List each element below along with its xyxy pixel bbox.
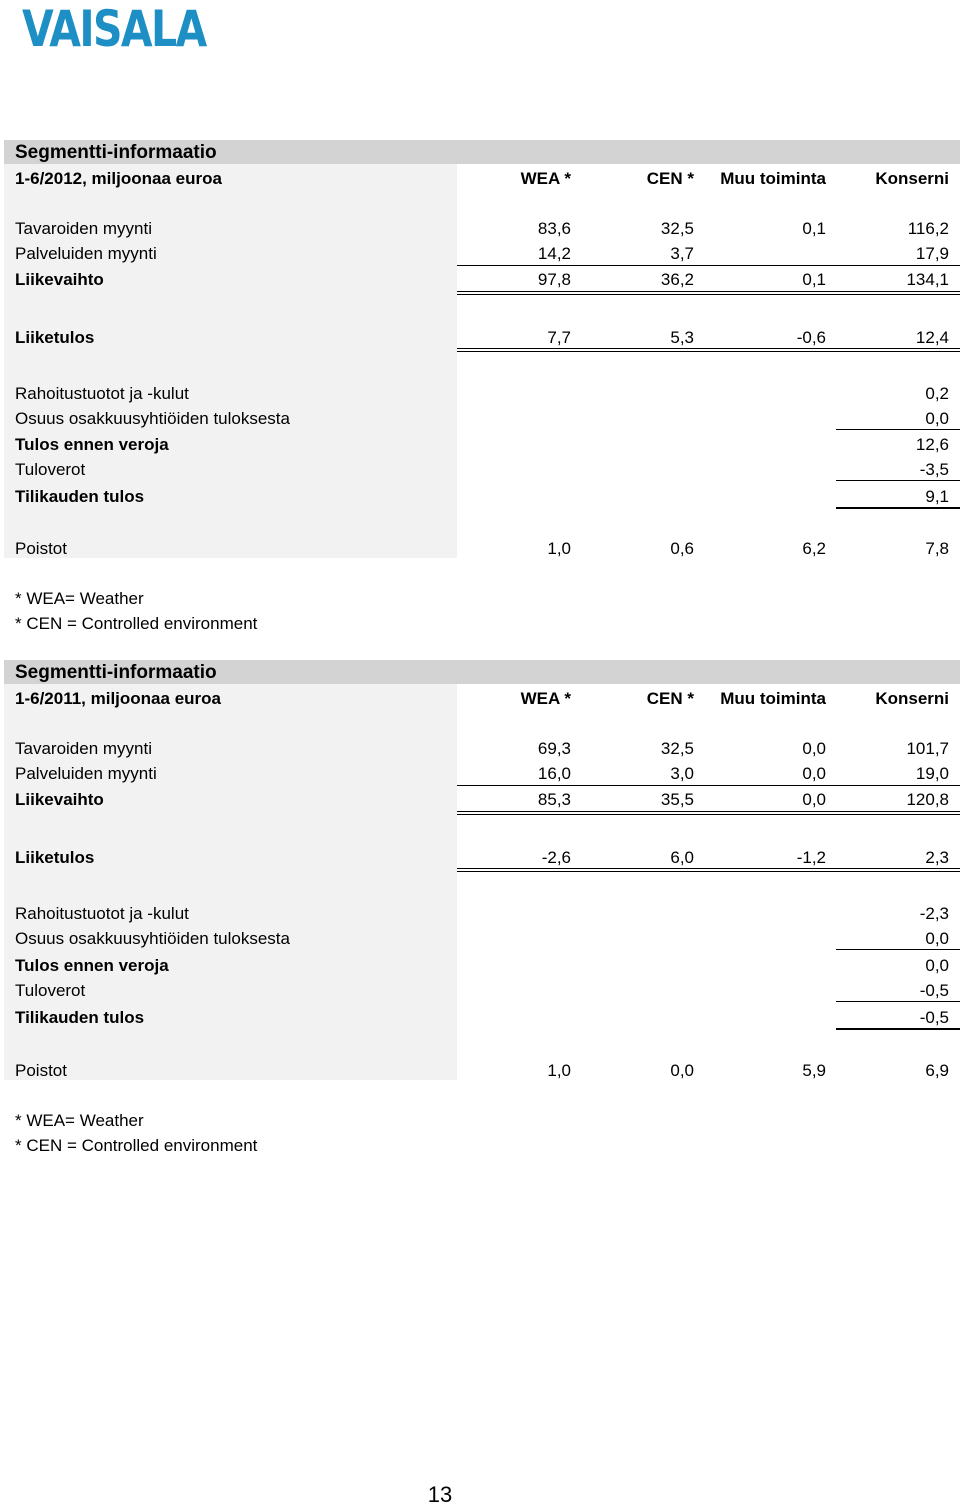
cell-other: 0,0 xyxy=(802,739,826,758)
row-label: Tulos ennen veroja xyxy=(15,956,169,975)
cell-group: 2,3 xyxy=(925,848,949,867)
cell-wea: 14,2 xyxy=(537,244,571,263)
cell-group: 0,0 xyxy=(925,956,949,975)
col-header-cen: CEN * xyxy=(646,689,694,708)
cell-group: 7,8 xyxy=(925,539,949,558)
cell-other: -1,2 xyxy=(796,848,826,867)
table-row xyxy=(4,457,960,482)
table-row xyxy=(4,978,960,1003)
cell-cen: 32,5 xyxy=(660,219,694,238)
cell-group: 0,0 xyxy=(925,929,949,948)
table-row xyxy=(4,216,960,241)
total-rule xyxy=(836,507,960,509)
cell-other: 0,0 xyxy=(802,790,826,809)
footnote: * WEA= Weather xyxy=(15,589,144,608)
row-label: Rahoitustuotot ja -kulut xyxy=(15,384,189,403)
cell-wea: 69,3 xyxy=(537,739,571,758)
table-row-total xyxy=(4,1005,960,1030)
table-row xyxy=(4,736,960,761)
cell-other: -0,6 xyxy=(796,328,826,347)
col-header-other: Muu toiminta xyxy=(720,689,826,708)
total-double-rule xyxy=(457,811,960,815)
row-label: Tulos ennen veroja xyxy=(15,435,169,454)
row-label: Rahoitustuotot ja -kulut xyxy=(15,904,189,923)
cell-group: 0,2 xyxy=(925,384,949,403)
total-double-rule xyxy=(457,868,960,872)
col-header-cen: CEN * xyxy=(646,169,694,188)
table-row xyxy=(4,381,960,406)
cell-group: 134,1 xyxy=(906,270,949,289)
subtotal-rule xyxy=(836,949,960,950)
subtotal-rule xyxy=(457,265,960,266)
cell-wea: 16,0 xyxy=(537,764,571,783)
table-row-total xyxy=(4,787,960,812)
table-row-total xyxy=(4,432,960,457)
row-label: Liiketulos xyxy=(15,328,95,347)
row-label: Tuloverot xyxy=(15,460,86,479)
table-row-total xyxy=(4,325,960,350)
cell-wea: 1,0 xyxy=(547,539,571,558)
row-label: Liikevaihto xyxy=(15,790,104,809)
cell-cen: 0,0 xyxy=(670,1061,694,1080)
cell-group: 9,1 xyxy=(925,487,949,506)
cell-cen: 36,2 xyxy=(660,270,694,289)
cell-wea: 83,6 xyxy=(537,219,571,238)
cell-cen: 5,3 xyxy=(670,328,694,347)
row-label: Tilikauden tulos xyxy=(15,1008,145,1027)
cell-group: 12,4 xyxy=(915,328,949,347)
period-label: 1-6/2011, miljoonaa euroa xyxy=(15,689,221,708)
table-row-total xyxy=(4,484,960,509)
subtotal-rule xyxy=(836,1001,960,1002)
row-label: Tilikauden tulos xyxy=(15,487,145,506)
cell-wea: 1,0 xyxy=(547,1061,571,1080)
table-row xyxy=(4,1058,960,1083)
total-double-rule xyxy=(457,291,960,295)
cell-wea: 97,8 xyxy=(537,270,571,289)
cell-group: 6,9 xyxy=(925,1061,949,1080)
cell-other: 5,9 xyxy=(802,1061,826,1080)
table-row xyxy=(4,761,960,786)
row-label: Osuus osakkuusyhtiöiden tuloksesta xyxy=(15,929,290,948)
row-label: Liiketulos xyxy=(15,848,95,867)
cell-wea: 7,7 xyxy=(547,328,571,347)
cell-wea: -2,6 xyxy=(541,848,571,867)
cell-group: 17,9 xyxy=(915,244,949,263)
table-row xyxy=(4,926,960,951)
subtotal-rule xyxy=(457,785,960,786)
row-label: Palveluiden myynti xyxy=(15,764,157,783)
row-label: Tavaroiden myynti xyxy=(15,219,153,238)
cell-group: 19,0 xyxy=(915,764,949,783)
cell-group: 12,6 xyxy=(915,435,949,454)
cell-cen: 3,7 xyxy=(670,244,694,263)
cell-group: 120,8 xyxy=(906,790,949,809)
cell-wea: 85,3 xyxy=(537,790,571,809)
table-row-total xyxy=(4,267,960,292)
period-label: 1-6/2012, miljoonaa euroa xyxy=(15,169,222,188)
row-label: Palveluiden myynti xyxy=(15,244,157,263)
col-header-other: Muu toiminta xyxy=(720,169,826,188)
cell-cen: 0,6 xyxy=(670,539,694,558)
col-header-wea: WEA * xyxy=(520,169,571,188)
table-row xyxy=(4,901,960,926)
cell-other: 0,1 xyxy=(802,219,826,238)
row-label: Osuus osakkuusyhtiöiden tuloksesta xyxy=(15,409,290,428)
cell-cen: 3,0 xyxy=(670,764,694,783)
subtotal-rule xyxy=(836,429,960,430)
table-row xyxy=(4,536,960,561)
subtotal-rule xyxy=(836,480,960,481)
total-rule xyxy=(836,1028,960,1030)
col-header-group: Konserni xyxy=(875,169,949,188)
cell-group: -0,5 xyxy=(919,1008,949,1027)
cell-cen: 32,5 xyxy=(660,739,694,758)
row-label: Tavaroiden myynti xyxy=(15,739,153,758)
cell-other: 0,0 xyxy=(802,764,826,783)
row-label: Tuloverot xyxy=(15,981,86,1000)
total-double-rule xyxy=(457,348,960,352)
cell-group: 101,7 xyxy=(906,739,949,758)
col-header-group: Konserni xyxy=(875,689,949,708)
cell-group: -3,5 xyxy=(919,460,949,479)
header-row xyxy=(4,166,960,191)
vaisala-logo xyxy=(22,0,246,58)
table-row xyxy=(4,241,960,266)
footnote: * CEN = Controlled environment xyxy=(15,1136,258,1155)
cell-cen: 35,5 xyxy=(660,790,694,809)
cell-cen: 6,0 xyxy=(670,848,694,867)
page-number: 13 xyxy=(427,1482,453,1507)
row-label: Poistot xyxy=(15,539,67,558)
table-row xyxy=(4,406,960,431)
row-label: Liikevaihto xyxy=(15,270,104,289)
vaisala-logo-text: VAISALA xyxy=(22,0,206,58)
cell-other: 0,1 xyxy=(802,270,826,289)
header-row xyxy=(4,686,960,711)
cell-group: 116,2 xyxy=(907,219,949,238)
footnote: * CEN = Controlled environment xyxy=(15,614,258,633)
section-title: Segmentti-informaatio xyxy=(15,142,217,163)
cell-group: 0,0 xyxy=(925,409,949,428)
cell-other: 6,2 xyxy=(802,539,826,558)
cell-group: -2,3 xyxy=(919,904,949,923)
cell-group: -0,5 xyxy=(919,981,949,1000)
row-label: Poistot xyxy=(15,1061,67,1080)
table-row-total xyxy=(4,953,960,978)
col-header-wea: WEA * xyxy=(520,689,571,708)
table-row-total xyxy=(4,845,960,870)
section-title: Segmentti-informaatio xyxy=(15,662,217,683)
footnote: * WEA= Weather xyxy=(15,1111,144,1130)
